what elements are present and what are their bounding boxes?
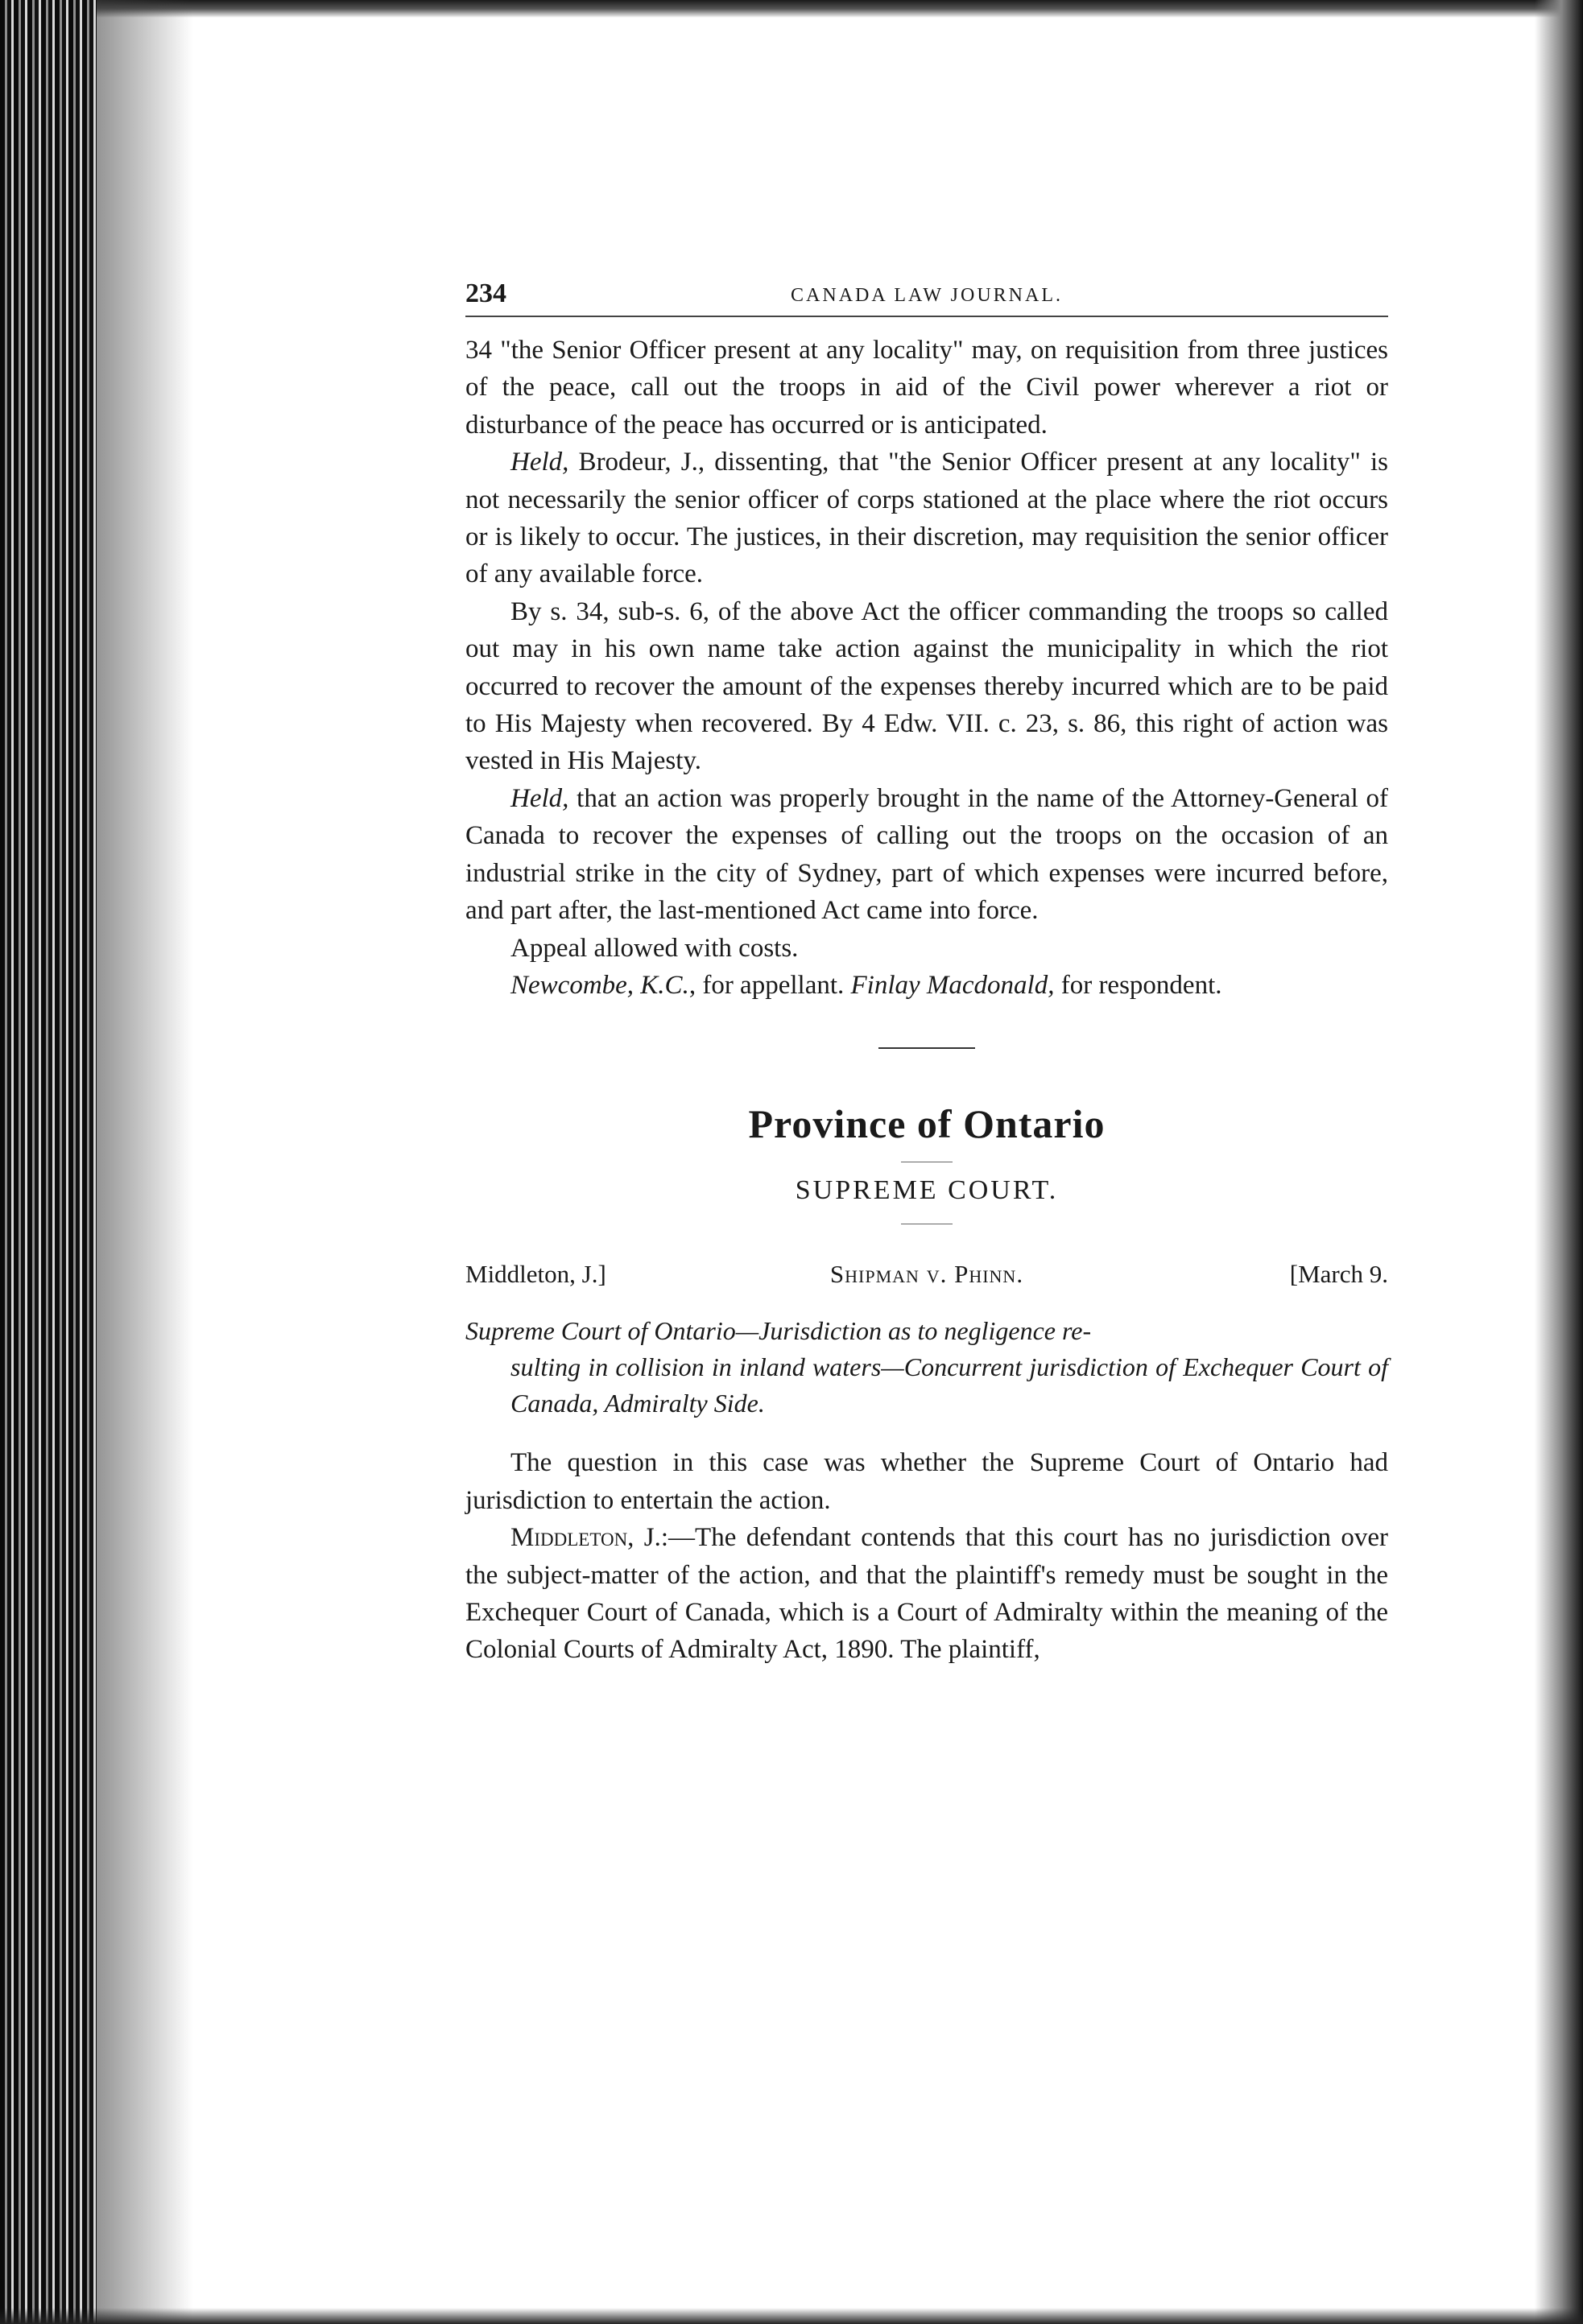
case-judge: Middleton, J.] <box>465 1260 606 1289</box>
scan-edge-bottom <box>0 2308 1583 2324</box>
case-caption <box>465 1260 1388 1302</box>
held-label: Held, <box>510 783 569 813</box>
held-text: that an action was properly brought in the name of the Attorney-General of Canada to recover the expenses of calling out the troops on the occasion of an industrial strike in the city of Sydney, part of which expenses were incurred before, and part after, the last-mentioned Act came into force. <box>465 783 1388 926</box>
page-number: 234 <box>465 279 506 308</box>
court-title: SUPREME COURT. <box>795 1175 1059 1206</box>
paragraph-held-dissent <box>465 444 1388 593</box>
running-head: CANADA LAW JOURNAL. <box>791 285 1063 306</box>
counsel-respondent: Finlay Macdonald, <box>850 970 1055 1000</box>
case-date: [March 9. <box>1289 1260 1388 1289</box>
headnote-first-line: Supreme Court of Ontario—Jurisdiction as to negligence re- <box>465 1316 1092 1346</box>
scan-edge-left <box>0 0 97 2324</box>
section-divider <box>878 1047 975 1049</box>
scan-edge-top <box>0 0 1583 18</box>
continuation-text <box>465 332 1388 1004</box>
judge-name: Middleton, J. <box>510 1523 661 1553</box>
held-dissent-text: Brodeur, J., dissenting, that "the Senior Officer present at any locality" is not necessarily the senior officer of corps stationed at the place where the riot occurs or is likely to occur. The justices, in their discretion, may requisition the senior officer of any available force. <box>465 448 1388 589</box>
scan-edge-right <box>1535 0 1583 2324</box>
counsel-appellant: Newcombe, K.C. <box>510 970 689 1000</box>
paragraph-subsection: By s. 34, sub-s. 6, of the above Act the officer commanding the troops so called out may in his own name take action against the municipality in which the riot occurred to recover the amount of the expenses thereby incurred which are to be paid to His Majesty when recovered. By 4 Edw. VII. c. 23, s. 86, this right of action was vested in His Majesty. <box>465 596 1388 776</box>
paragraph-held <box>465 780 1388 930</box>
counsel-separator: , for appellant. <box>688 970 851 1000</box>
paragraph-judgment <box>465 1519 1388 1669</box>
scan-edge-left-shadow <box>97 0 193 2324</box>
paragraph-disposition: Appeal allowed with costs. <box>510 933 799 963</box>
page-header <box>465 274 1388 317</box>
case-name: Shipman v. Phinn. <box>829 1260 1024 1289</box>
held-label: Held, <box>510 448 569 477</box>
opinion-text <box>465 1444 1388 1668</box>
headnote <box>465 1313 1388 1422</box>
paragraph-counsel <box>465 967 1388 1004</box>
judgment-text: :—The defendant contends that this court has no jurisdiction over the subject-matter of the action, and that the plaintiff's remedy must be sought in the Exchequer Court of Canada, which is a Court of Admiralty within the meaning of the Colonial Courts of Admiralty Act, 1890. The plaintiff, <box>465 1523 1388 1665</box>
paragraph-question: The question in this case was whether the Supreme Court of Ontario had jurisdiction to entertain the action. <box>465 1448 1388 1515</box>
document-page <box>465 274 1388 1669</box>
headnote-continuation: sulting in collision in inland waters—Concurrent jurisdiction of Exchequer Court of Canada, Admiralty Side. <box>510 1352 1388 1418</box>
province-title: Province of Ontario <box>748 1101 1106 1147</box>
paragraph-statute: 34 "the Senior Officer present at any locality" may, on requisition from three justices of the peace, call out the troops in aid of the Civil power wherever a riot or disturbance of the peace has occurred or is anticipated. <box>465 336 1388 440</box>
counsel-end: for respondent. <box>1054 970 1222 1000</box>
